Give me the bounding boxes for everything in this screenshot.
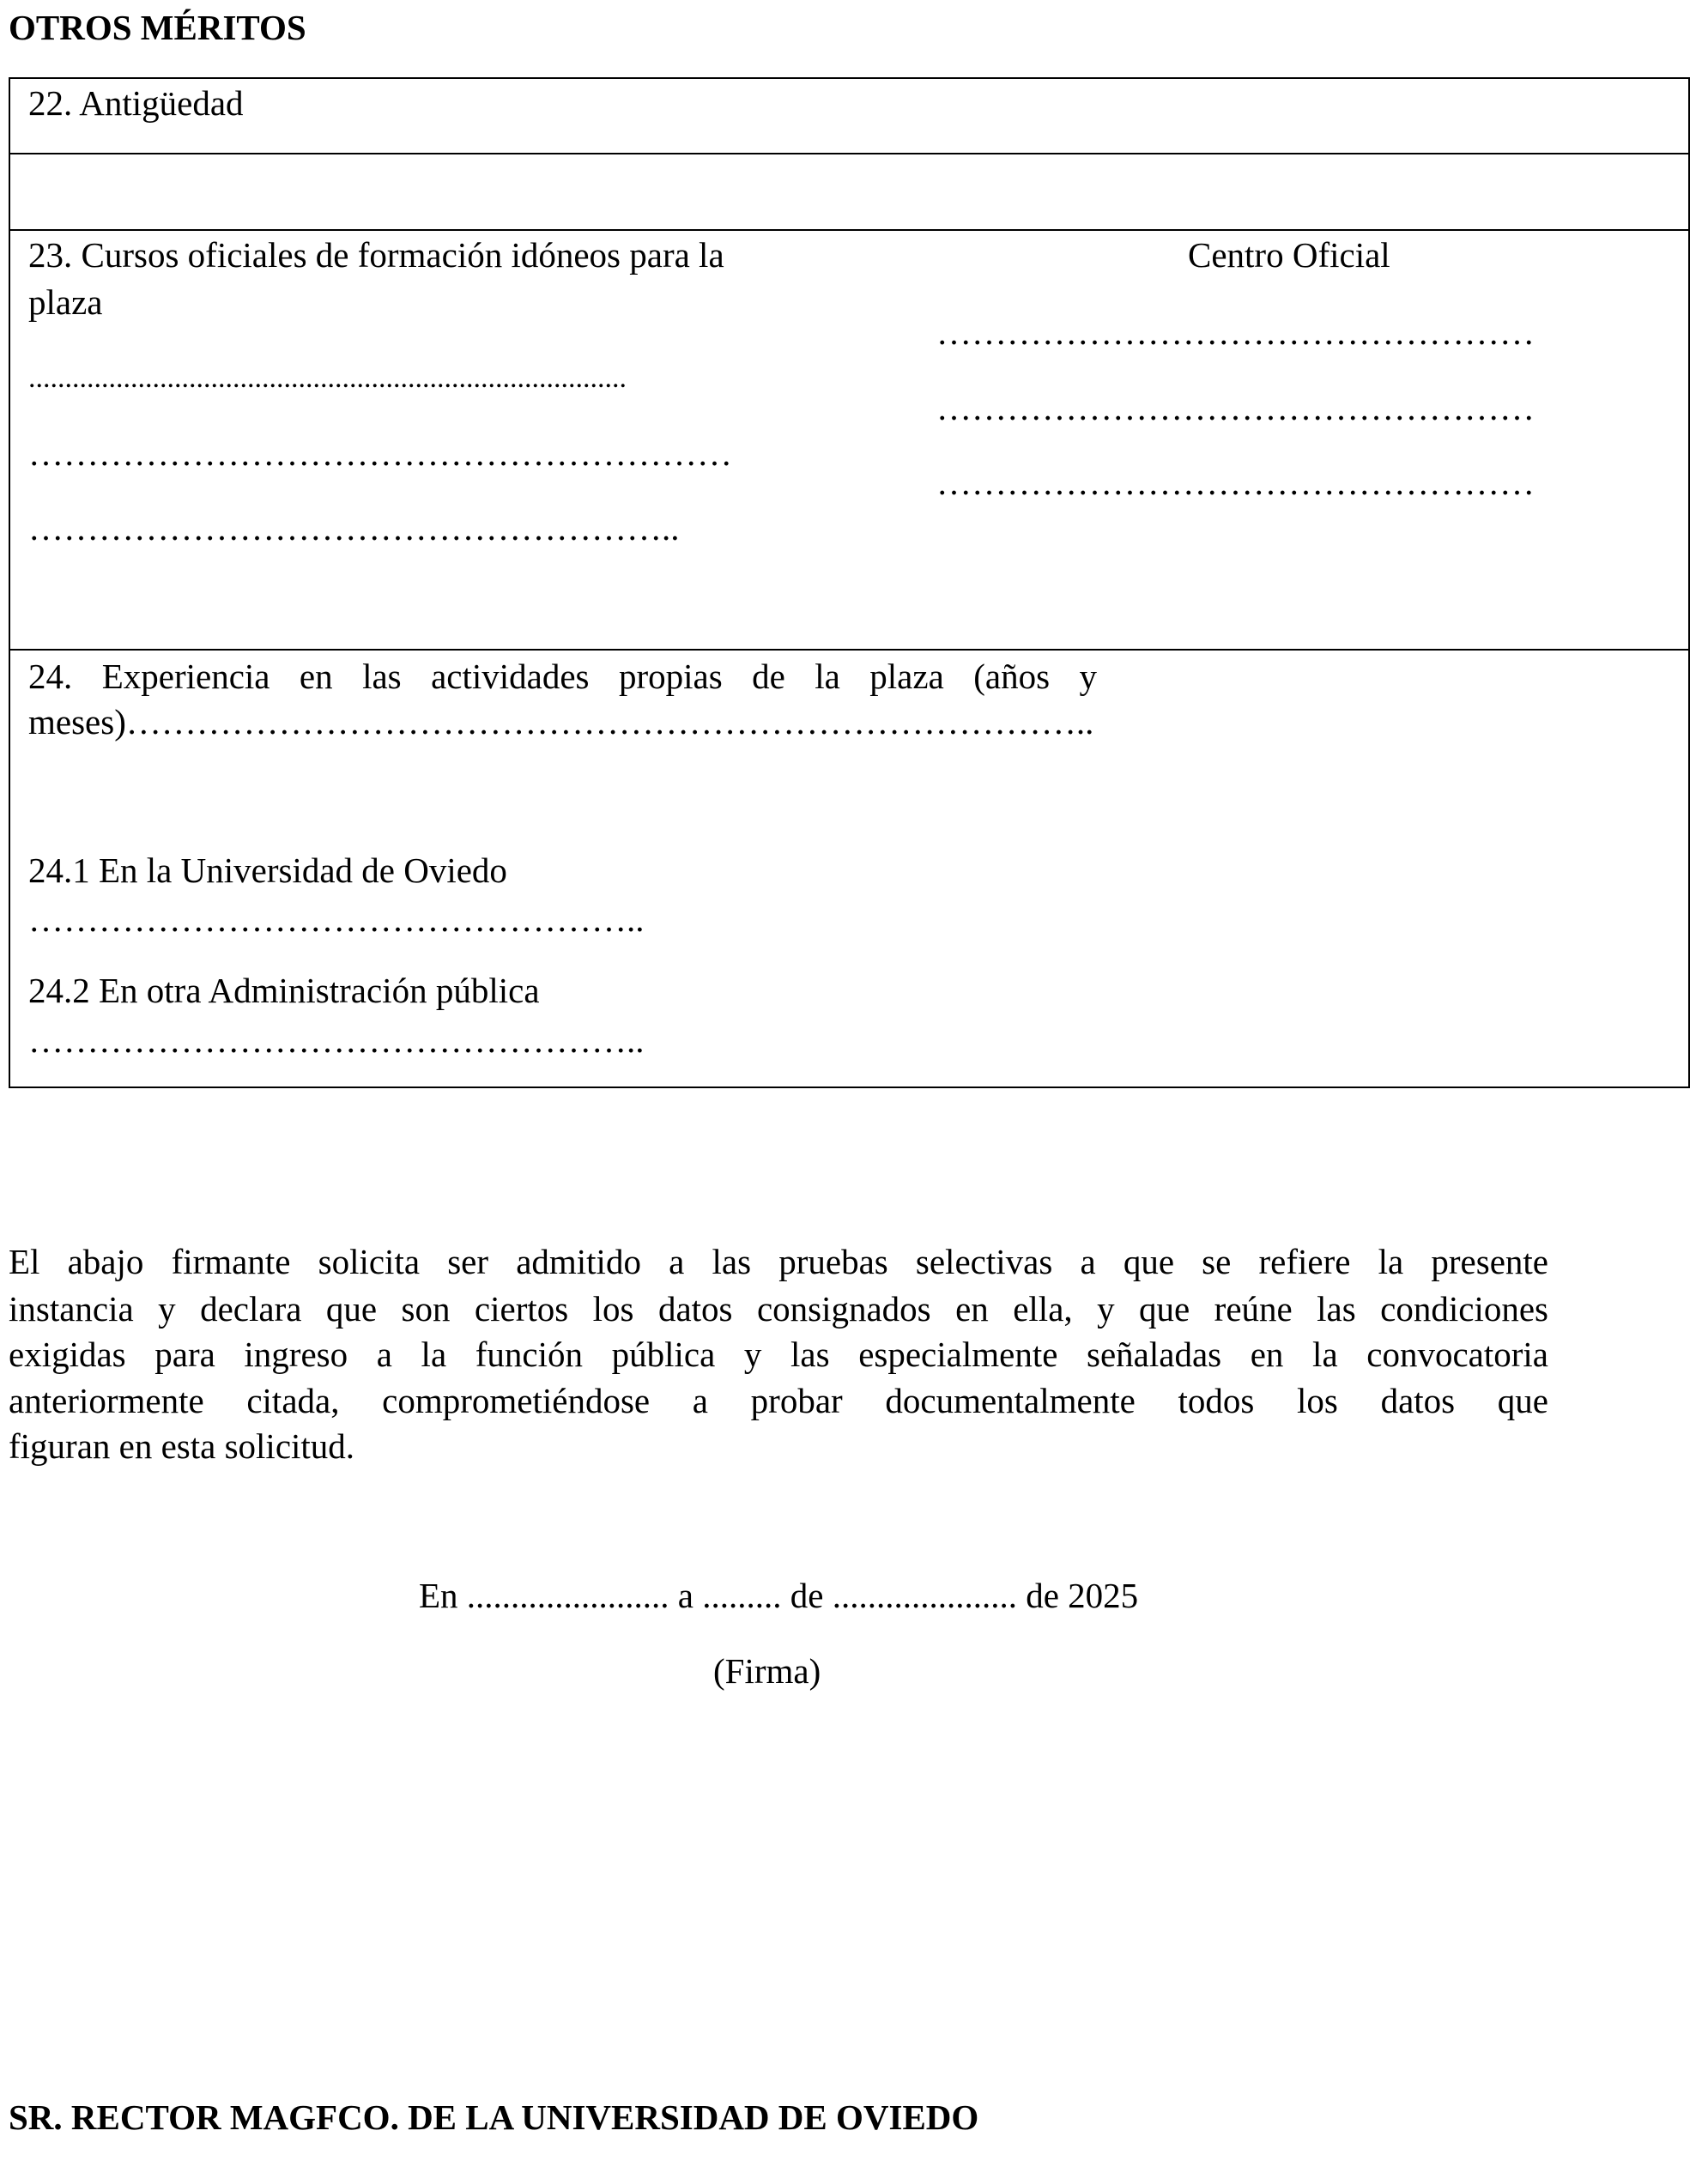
table-border-left (9, 77, 10, 1088)
declaration-line: El abajo firmante solicita ser admitido a las pruebas selectivas a que se refiere la presente (9, 1242, 1548, 1281)
experiencia-field[interactable]: meses)……………………………………………………………………….. (28, 702, 1094, 742)
course-entry-field[interactable]: .................................................................................. (28, 362, 627, 394)
course-entry-field[interactable]: …………………………………………………… (28, 433, 732, 473)
antiguedad-label: 22. Antigüedad (28, 83, 244, 123)
table-border-right (1688, 77, 1690, 1088)
place-date-field[interactable]: En ....................... a ......... de ..................... de 2025 (419, 1576, 1139, 1615)
section-heading: OTROS MÉRITOS (9, 8, 306, 47)
table-border-bottom (9, 1087, 1689, 1088)
addressee: SR. RECTOR MAGFCO. DE LA UNIVERSIDAD DE OVIEDO (9, 2097, 979, 2137)
cursos-label-cont: plaza (28, 282, 103, 322)
course-entry-field[interactable]: ……………………………………………….. (28, 508, 680, 548)
declaration-line: figuran en esta solicitud. (9, 1426, 355, 1466)
center-entry-field[interactable]: …………………………………………… (936, 312, 1535, 352)
centro-oficial-header: Centro Oficial (1188, 235, 1390, 275)
declaration-line: anteriormente citada, comprometiéndose a probar documentalmente todos los datos que (9, 1381, 1548, 1420)
table-border-top (9, 77, 1689, 79)
other-admin-experience-label: 24.2 En otra Administración pública (28, 971, 540, 1010)
cursos-label: 23. Cursos oficiales de formación idóneos para la (28, 235, 724, 275)
other-admin-experience-field[interactable]: …………………………………………….. (28, 1020, 645, 1060)
experiencia-label: 24. Experiencia en las actividades propias de la plaza (años y (28, 657, 1097, 696)
table-divider (9, 229, 1689, 231)
uniovi-experience-label: 24.1 En la Universidad de Oviedo (28, 850, 507, 890)
signature-label: (Firma) (713, 1651, 821, 1691)
table-divider (9, 153, 1689, 154)
uniovi-experience-field[interactable]: …………………………………………….. (28, 899, 645, 939)
declaration-line: exigidas para ingreso a la función pública y las especialmente señaladas en la convocatoria (9, 1335, 1548, 1374)
table-divider (9, 649, 1689, 651)
center-entry-field[interactable]: …………………………………………… (936, 463, 1535, 502)
declaration-line: instancia y declara que son ciertos los datos consignados en ella, y que reúne las condiciones (9, 1289, 1548, 1329)
center-entry-field[interactable]: …………………………………………… (936, 388, 1535, 427)
